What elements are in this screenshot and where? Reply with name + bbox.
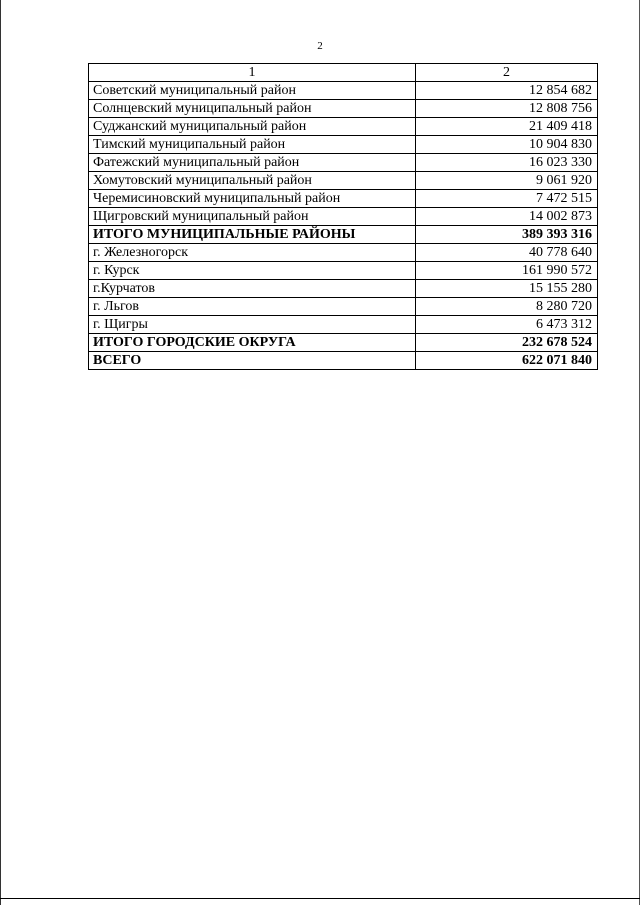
row-name-cell: Фатежский муниципальный район	[89, 154, 416, 172]
column-header-2: 2	[416, 64, 598, 82]
row-name-cell: г. Щигры	[89, 316, 416, 334]
row-name-cell: ИТОГО ГОРОДСКИЕ ОКРУГА	[89, 334, 416, 352]
table-row	[89, 100, 598, 118]
row-value-cell: 21 409 418	[416, 118, 598, 136]
table-row	[89, 208, 598, 226]
row-value-cell: 12 854 682	[416, 82, 598, 100]
row-value-cell: 9 061 920	[416, 172, 598, 190]
row-value-cell: 7 472 515	[416, 190, 598, 208]
row-name-cell: Щигровский муниципальный район	[89, 208, 416, 226]
row-name-cell: Хомутовский муниципальный район	[89, 172, 416, 190]
table-row	[89, 82, 598, 100]
scan-edge-bottom	[0, 898, 640, 899]
row-value-cell: 8 280 720	[416, 298, 598, 316]
row-value-cell: 12 808 756	[416, 100, 598, 118]
column-header-1: 1	[89, 64, 416, 82]
row-value-cell: 622 071 840	[416, 352, 598, 370]
table-row	[89, 280, 598, 298]
table-row	[89, 244, 598, 262]
row-value-cell: 232 678 524	[416, 334, 598, 352]
row-value-cell: 15 155 280	[416, 280, 598, 298]
row-name-cell: ИТОГО МУНИЦИПАЛЬНЫЕ РАЙОНЫ	[89, 226, 416, 244]
row-value-cell: 14 002 873	[416, 208, 598, 226]
row-value-cell: 161 990 572	[416, 262, 598, 280]
row-value-cell: 10 904 830	[416, 136, 598, 154]
row-value-cell: 16 023 330	[416, 154, 598, 172]
row-name-cell: г.Курчатов	[89, 280, 416, 298]
row-name-cell: Советский муниципальный район	[89, 82, 416, 100]
table-row	[89, 226, 598, 244]
table-row	[89, 190, 598, 208]
table-row	[89, 154, 598, 172]
row-name-cell: Тимский муниципальный район	[89, 136, 416, 154]
table-header-row	[89, 64, 598, 82]
row-name-cell: Суджанский муниципальный район	[89, 118, 416, 136]
row-name-cell: Черемисиновский муниципальный район	[89, 190, 416, 208]
row-value-cell: 6 473 312	[416, 316, 598, 334]
row-name-cell: ВСЕГО	[89, 352, 416, 370]
table-row	[89, 334, 598, 352]
table-row	[89, 298, 598, 316]
row-name-cell: г. Льгов	[89, 298, 416, 316]
row-name-cell: г. Курск	[89, 262, 416, 280]
table-body	[89, 64, 598, 370]
table-row	[89, 262, 598, 280]
row-value-cell: 40 778 640	[416, 244, 598, 262]
table-row	[89, 136, 598, 154]
page-number: 2	[317, 40, 323, 52]
budget-table	[88, 63, 598, 370]
row-name-cell: Солнцевский муниципальный район	[89, 100, 416, 118]
table-row	[89, 352, 598, 370]
table-row	[89, 118, 598, 136]
scan-edge-left	[0, 0, 1, 905]
row-value-cell: 389 393 316	[416, 226, 598, 244]
table-row	[89, 316, 598, 334]
row-name-cell: г. Железногорск	[89, 244, 416, 262]
table-row	[89, 172, 598, 190]
